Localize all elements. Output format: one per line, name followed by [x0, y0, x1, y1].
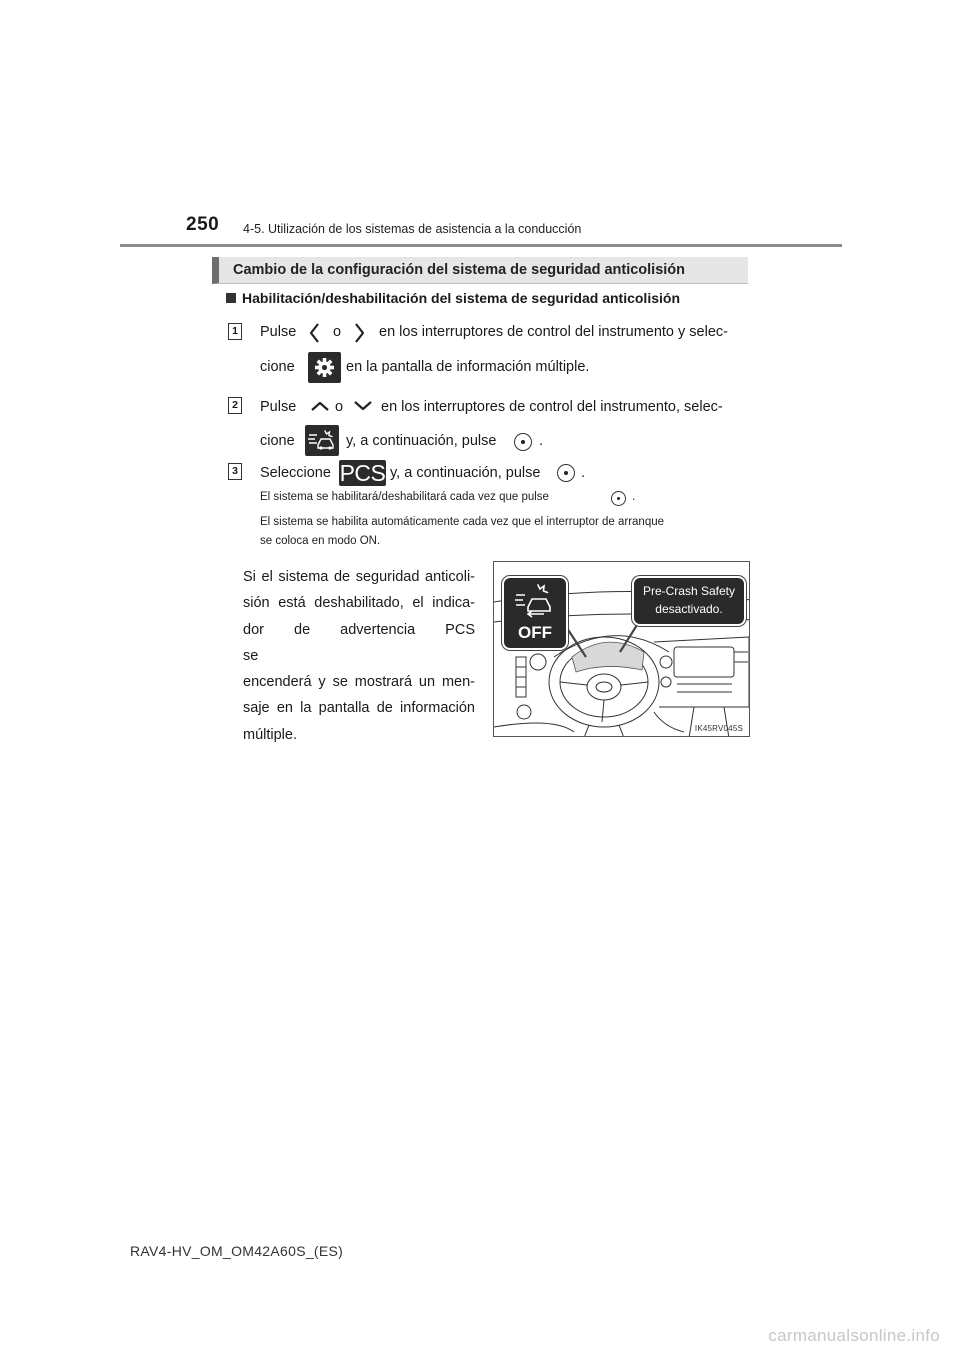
pcs-warning-light-callout	[502, 576, 568, 650]
step-1-text-screen: en la pantalla de información múltiple.	[346, 359, 590, 375]
step-2-text-period: .	[539, 433, 544, 449]
step-1-text-pulse: Pulse	[260, 324, 297, 340]
step-2-text-rest: en los interruptores de control del instrumento, selec-	[381, 399, 723, 415]
paragraph-line: saje en la pantalla de información	[243, 700, 475, 717]
paragraph-line: encenderá y se mostrará un men-	[243, 674, 475, 691]
step-2-text-cione: cione	[260, 433, 295, 449]
step-2-text-or: o	[335, 399, 344, 415]
step-2-text-then: y, a continuación, pulse	[346, 433, 497, 449]
chevron-left-icon	[308, 322, 322, 344]
chevron-down-icon	[352, 399, 374, 413]
step-1-text-cione: cione	[260, 359, 295, 375]
section-title: 4-5. Utilización de los sistemas de asistencia a la conducción	[243, 222, 582, 236]
message-line-1: Pre-Crash Safety	[642, 584, 736, 598]
footer-document-code: RAV4-HV_OM_OM42A60S_(ES)	[130, 1243, 344, 1259]
paragraph-line: Si el sistema de seguridad anticoli-	[243, 569, 475, 585]
paragraph-line: sión está deshabilitado, el indica-	[243, 595, 475, 612]
driving-assist-car-icon	[305, 425, 339, 456]
step-number-3: 3	[228, 463, 242, 480]
step-1-text-rest: en los interruptores de control del instrumento y selec-	[379, 324, 728, 340]
paragraph-line: múltiple.	[243, 726, 297, 743]
note-2-line-2: se coloca en modo ON.	[260, 535, 381, 547]
chevron-up-icon	[309, 399, 331, 413]
message-display-callout	[632, 576, 746, 626]
step-2-text-pulse: Pulse	[260, 399, 297, 415]
chevron-right-icon	[352, 322, 366, 344]
subheading-text: Habilitación/deshabilitación del sistema de seguridad anticolisión	[242, 290, 680, 306]
step-3-text-period: .	[581, 465, 586, 481]
paragraph-line: dor de advertencia PCS se	[243, 621, 475, 664]
note-2-line-1: El sistema se habilita automáticamente cada vez que el interruptor de arranque	[260, 516, 665, 528]
step-number-2: 2	[228, 397, 242, 414]
step-3-text-then: y, a continuación, pulse	[390, 465, 541, 481]
subheading	[226, 290, 680, 306]
message-line-2: desactivado.	[655, 602, 723, 616]
step-3-text-select: Seleccione	[260, 465, 331, 481]
pcs-warning-car-icon	[510, 583, 560, 619]
square-bullet-icon	[226, 293, 236, 303]
watermark: carmanualsonline.info	[768, 1326, 940, 1345]
page-number: 250	[186, 214, 220, 235]
step-1-text-or: o	[333, 324, 342, 340]
note-1-period: .	[632, 491, 636, 503]
section-heading: Cambio de la configuración del sistema de seguridad anticolisión	[233, 262, 686, 278]
settings-gear-icon	[308, 352, 341, 383]
warning-off-label: OFF	[518, 623, 552, 642]
note-1-text: El sistema se habilitará/deshabilitará cada vez que pulse	[260, 491, 549, 503]
step-number-1: 1	[228, 323, 242, 340]
pcs-icon: PCS	[339, 460, 386, 486]
enter-button-icon	[557, 464, 575, 482]
enter-button-icon	[611, 491, 626, 506]
enter-button-icon	[514, 433, 532, 451]
figure-code: IK45RV045S	[694, 724, 743, 733]
description-paragraph	[243, 564, 475, 748]
section-heading-bar	[212, 257, 748, 284]
header-rule	[120, 244, 842, 247]
dashboard-illustration	[493, 561, 750, 737]
